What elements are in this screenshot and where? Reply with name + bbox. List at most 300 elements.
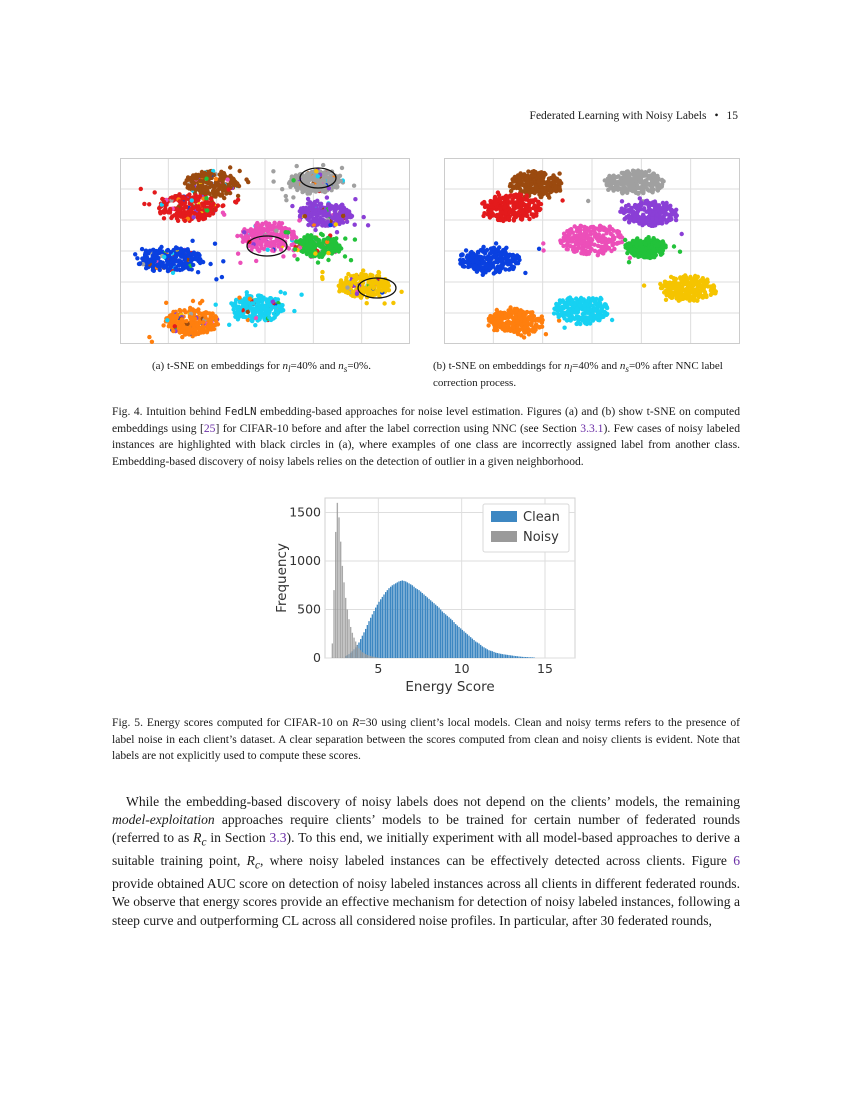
embedding-point <box>209 172 213 176</box>
embedding-point <box>525 321 529 325</box>
embedding-point <box>658 211 662 215</box>
embedding-point <box>497 245 501 249</box>
cluster-4 <box>221 211 314 266</box>
embedding-point <box>367 285 371 289</box>
embedding-point <box>339 278 343 282</box>
embedding-point <box>523 187 527 191</box>
embedding-point <box>708 284 712 288</box>
embedding-point <box>399 290 403 294</box>
tsne-plot-a <box>120 158 410 344</box>
embedding-point <box>703 279 707 283</box>
embedding-point <box>531 198 535 202</box>
embedding-point <box>208 192 212 196</box>
embedding-point <box>492 213 496 217</box>
embedding-point <box>201 174 205 178</box>
embedding-point <box>283 291 287 295</box>
embedding-point <box>262 227 266 231</box>
embedding-point <box>590 242 594 246</box>
embedding-point <box>523 203 527 207</box>
embedding-point <box>320 275 324 279</box>
embedding-point <box>573 240 577 244</box>
embedding-point <box>608 224 612 228</box>
embedding-point <box>694 292 698 296</box>
embedding-point <box>315 214 319 218</box>
embedding-point <box>203 315 207 319</box>
embedding-point <box>222 213 226 217</box>
embedding-point <box>193 316 197 320</box>
embedding-point <box>612 186 616 190</box>
embedding-point <box>334 185 338 189</box>
embedding-point <box>204 196 208 200</box>
embedding-point <box>213 208 217 212</box>
embedding-point <box>316 260 320 264</box>
cluster-3 <box>290 195 370 234</box>
cluster-8 <box>147 299 220 344</box>
embedding-point <box>627 260 631 264</box>
embedding-point <box>277 304 281 308</box>
embedding-point <box>346 214 350 218</box>
embedding-point <box>515 326 519 330</box>
embedding-point <box>558 187 562 191</box>
embedding-point <box>503 205 507 209</box>
embedding-point <box>338 287 342 291</box>
embedding-point <box>234 298 238 302</box>
embedding-point <box>251 312 255 316</box>
embedding-point <box>181 196 185 200</box>
embedding-point <box>647 205 651 209</box>
embedding-point <box>580 246 584 250</box>
embedding-point <box>532 327 536 331</box>
embedding-point <box>678 277 682 281</box>
embedding-point <box>246 229 250 233</box>
embedding-point <box>279 248 283 252</box>
embedding-point <box>243 315 247 319</box>
embedding-point <box>353 237 357 241</box>
embedding-point <box>526 169 530 173</box>
embedding-point <box>320 270 324 274</box>
embedding-point <box>650 188 654 192</box>
embedding-point <box>645 181 649 185</box>
embedding-point <box>193 332 197 336</box>
embedding-point <box>209 197 213 201</box>
embedding-point <box>150 340 154 344</box>
embedding-point <box>238 169 242 173</box>
embedding-point <box>497 267 501 271</box>
embedding-point <box>274 309 278 313</box>
embedding-point <box>511 207 515 211</box>
cluster-4 <box>541 224 632 261</box>
embedding-point <box>683 292 687 296</box>
embedding-point <box>305 233 309 237</box>
embedding-point <box>656 187 660 191</box>
embedding-point <box>198 212 202 216</box>
embedding-point <box>386 281 390 285</box>
cluster-1 <box>480 190 565 223</box>
embedding-point <box>200 170 204 174</box>
embedding-point <box>328 174 332 178</box>
embedding-point <box>480 260 484 264</box>
embedding-point <box>269 318 273 322</box>
cluster-9 <box>552 295 614 329</box>
embedding-point <box>493 313 497 317</box>
embedding-point <box>313 228 317 232</box>
embedding-point <box>182 206 186 210</box>
embedding-point <box>192 215 196 219</box>
embedding-point <box>642 214 646 218</box>
cluster-5 <box>623 235 682 264</box>
embedding-point <box>337 249 341 253</box>
embedding-point <box>548 188 552 192</box>
embedding-point <box>291 230 295 234</box>
header-separator: • <box>714 110 719 122</box>
embedding-point <box>191 263 195 267</box>
embedding-point <box>508 309 512 313</box>
embedding-point <box>466 262 470 266</box>
embedding-point <box>659 221 663 225</box>
embedding-point <box>495 328 499 332</box>
embedding-point <box>508 314 512 318</box>
embedding-point <box>182 325 186 329</box>
embedding-point <box>481 214 485 218</box>
embedding-point <box>303 214 307 218</box>
embedding-point <box>212 327 216 331</box>
embedding-point <box>510 200 514 204</box>
embedding-point <box>170 195 174 199</box>
embedding-point <box>171 329 175 333</box>
embedding-point <box>322 210 326 214</box>
embedding-point <box>198 179 202 183</box>
embedding-point <box>355 292 359 296</box>
embedding-point <box>190 198 194 202</box>
embedding-point <box>193 252 197 256</box>
embedding-point <box>147 202 151 206</box>
embedding-point <box>181 330 185 334</box>
running-title: Federated Learning with Noisy Labels <box>529 110 707 122</box>
embedding-point <box>601 233 605 237</box>
embedding-point <box>660 241 664 245</box>
embedding-point <box>140 247 144 251</box>
embedding-point <box>479 255 483 259</box>
embedding-point <box>227 323 231 327</box>
embedding-point <box>256 247 260 251</box>
embedding-point <box>186 251 190 255</box>
embedding-point <box>523 271 527 275</box>
embedding-point <box>519 202 523 206</box>
embedding-point <box>507 267 511 271</box>
embedding-point <box>630 189 634 193</box>
embedding-point <box>668 207 672 211</box>
embedding-point <box>259 315 263 319</box>
embedding-point <box>578 230 582 234</box>
embedding-point <box>516 261 520 265</box>
embedding-point <box>325 195 329 199</box>
embedding-point <box>179 255 183 259</box>
embedding-point <box>620 191 624 195</box>
embedding-point <box>190 239 194 243</box>
embedding-point <box>183 219 187 223</box>
embedding-point <box>293 247 297 251</box>
embedding-point <box>361 268 365 272</box>
embedding-point <box>511 186 515 190</box>
embedding-point <box>675 296 679 300</box>
embedding-point <box>362 275 366 279</box>
embedding-point <box>313 219 317 223</box>
embedding-point <box>353 223 357 227</box>
embedding-point <box>672 244 676 248</box>
embedding-point <box>284 194 288 198</box>
embedding-point <box>294 235 298 239</box>
embedding-point <box>171 271 175 275</box>
embedding-point <box>192 205 196 209</box>
embedding-point <box>643 241 647 245</box>
embedding-point <box>638 241 642 245</box>
embedding-point <box>540 325 544 329</box>
embedding-point <box>502 326 506 330</box>
embedding-point <box>511 179 515 183</box>
embedding-point <box>151 248 155 252</box>
embedding-point <box>565 242 569 246</box>
embedding-point <box>165 259 169 263</box>
embedding-point <box>644 210 648 214</box>
embedding-point <box>500 259 504 263</box>
embedding-point <box>266 248 270 252</box>
embedding-point <box>647 249 651 253</box>
embedding-point <box>471 254 475 258</box>
embedding-point <box>211 316 215 320</box>
embedding-point <box>201 320 205 324</box>
embedding-point <box>680 232 684 236</box>
embedding-point <box>188 315 192 319</box>
embedding-point <box>214 277 218 281</box>
embedding-point <box>299 293 303 297</box>
embedding-point <box>153 190 157 194</box>
embedding-point <box>152 263 156 267</box>
embedding-point <box>481 269 485 273</box>
embedding-point <box>610 240 614 244</box>
embedding-point <box>600 238 604 242</box>
embedding-point <box>335 230 339 234</box>
embedding-point <box>162 265 166 269</box>
embedding-point <box>256 297 260 301</box>
embedding-point <box>291 195 295 199</box>
embedding-point <box>593 231 597 235</box>
embedding-point <box>195 309 199 313</box>
embedding-point <box>229 301 233 305</box>
embedding-point <box>562 316 566 320</box>
embedding-point <box>639 200 643 204</box>
embedding-point <box>162 200 166 204</box>
embedding-point <box>562 239 566 243</box>
embedding-point <box>306 176 310 180</box>
embedding-point <box>218 178 222 182</box>
embedding-point <box>507 322 511 326</box>
embedding-point <box>139 187 143 191</box>
embedding-point <box>237 184 241 188</box>
cluster-8 <box>486 305 561 339</box>
embedding-point <box>606 177 610 181</box>
embedding-point <box>641 189 645 193</box>
embedding-point <box>186 326 190 330</box>
embedding-point <box>589 247 593 251</box>
embedding-point <box>494 241 498 245</box>
embedding-point <box>214 303 218 307</box>
embedding-point <box>612 229 616 233</box>
embedding-point <box>476 266 480 270</box>
embedding-point <box>367 280 371 284</box>
embedding-point <box>345 285 349 289</box>
embedding-point <box>586 199 590 203</box>
embedding-point <box>652 255 656 259</box>
embedding-point <box>664 284 668 288</box>
embedding-point <box>459 253 463 257</box>
embedding-point <box>245 290 249 294</box>
embedding-point <box>488 260 492 264</box>
embedding-point <box>295 257 299 261</box>
embedding-point <box>602 245 606 249</box>
embedding-point <box>662 211 666 215</box>
embedding-point <box>692 298 696 302</box>
embedding-point <box>162 216 166 220</box>
embedding-point <box>308 171 312 175</box>
embedding-point <box>249 318 253 322</box>
embedding-point <box>481 250 485 254</box>
embedding-point <box>206 327 210 331</box>
embedding-point <box>511 259 515 263</box>
embedding-point <box>517 312 521 316</box>
embedding-point <box>144 255 148 259</box>
embedding-point <box>655 218 659 222</box>
embedding-point <box>290 204 294 208</box>
embedding-point <box>547 195 551 199</box>
tsne-plot-b <box>444 158 740 344</box>
embedding-point <box>279 309 283 313</box>
embedding-point <box>530 173 534 177</box>
embedding-point <box>511 322 515 326</box>
embedding-point <box>362 215 366 219</box>
embedding-point <box>147 258 151 262</box>
embedding-point <box>319 232 323 236</box>
embedding-point <box>638 196 642 200</box>
embedding-point <box>201 260 205 264</box>
embedding-point <box>321 253 325 257</box>
embedding-point <box>205 208 209 212</box>
embedding-point <box>539 184 543 188</box>
embedding-point <box>625 251 629 255</box>
embedding-point <box>191 185 195 189</box>
embedding-point <box>302 239 306 243</box>
embedding-point <box>674 218 678 222</box>
embedding-point <box>486 323 490 327</box>
embedding-point <box>369 291 373 295</box>
embedding-point <box>221 259 225 263</box>
embedding-point <box>346 290 350 294</box>
embedding-point <box>693 281 697 285</box>
embedding-point <box>146 251 150 255</box>
embedding-point <box>530 312 534 316</box>
embedding-point <box>512 218 516 222</box>
embedding-point <box>652 174 656 178</box>
embedding-point <box>169 216 173 220</box>
embedding-point <box>274 239 278 243</box>
embedding-point <box>220 275 224 279</box>
embedding-point <box>194 176 198 180</box>
embedding-point <box>308 254 312 258</box>
embedding-point <box>645 218 649 222</box>
embedding-point <box>180 267 184 271</box>
embedding-point <box>343 254 347 258</box>
embedding-point <box>527 217 531 221</box>
embedding-point <box>541 241 545 245</box>
embedding-point <box>284 198 288 202</box>
embedding-point <box>620 199 624 203</box>
embedding-point <box>699 278 703 282</box>
embedding-point <box>162 255 166 259</box>
embedding-point <box>522 315 526 319</box>
embedding-point <box>175 321 179 325</box>
embedding-point <box>546 182 550 186</box>
embedding-point <box>483 205 487 209</box>
embedding-point <box>617 230 621 234</box>
embedding-point <box>195 323 199 327</box>
cluster-6 <box>133 239 226 282</box>
embedding-point <box>236 252 240 256</box>
embedding-point <box>560 198 564 202</box>
embedding-point <box>216 183 220 187</box>
embedding-point <box>270 224 274 228</box>
embedding-point <box>521 197 525 201</box>
embedding-point <box>604 228 608 232</box>
embedding-point <box>499 263 503 267</box>
embedding-point <box>313 200 317 204</box>
embedding-point <box>638 180 642 184</box>
embedding-point <box>243 303 247 307</box>
embedding-point <box>521 183 525 187</box>
embedding-point <box>185 178 189 182</box>
embedding-point <box>382 301 386 305</box>
embedding-point <box>507 217 511 221</box>
embedding-point <box>138 261 142 265</box>
embedding-point <box>187 212 191 216</box>
embedding-point <box>317 220 321 224</box>
embedding-point <box>265 223 269 227</box>
embedding-point <box>537 247 541 251</box>
embedding-point <box>688 298 692 302</box>
embedding-point <box>191 299 195 303</box>
embedding-point <box>503 196 507 200</box>
embedding-point <box>351 290 355 294</box>
embedding-point <box>165 248 169 252</box>
embedding-point <box>352 184 356 188</box>
embedding-point <box>371 286 375 290</box>
embedding-point <box>565 247 569 251</box>
embedding-point <box>330 249 334 253</box>
embedding-point <box>346 272 350 276</box>
embedding-point <box>197 207 201 211</box>
embedding-point <box>314 237 318 241</box>
embedding-point <box>579 224 583 228</box>
embedding-point <box>349 258 353 262</box>
embedding-point <box>297 218 301 222</box>
embedding-point <box>221 182 225 186</box>
embedding-point <box>461 264 465 268</box>
embedding-point <box>222 196 226 200</box>
embedding-point <box>341 220 345 224</box>
embedding-point <box>496 190 500 194</box>
embedding-point <box>562 234 566 238</box>
embedding-point <box>657 250 661 254</box>
embedding-point <box>186 185 190 189</box>
embedding-point <box>512 265 516 269</box>
